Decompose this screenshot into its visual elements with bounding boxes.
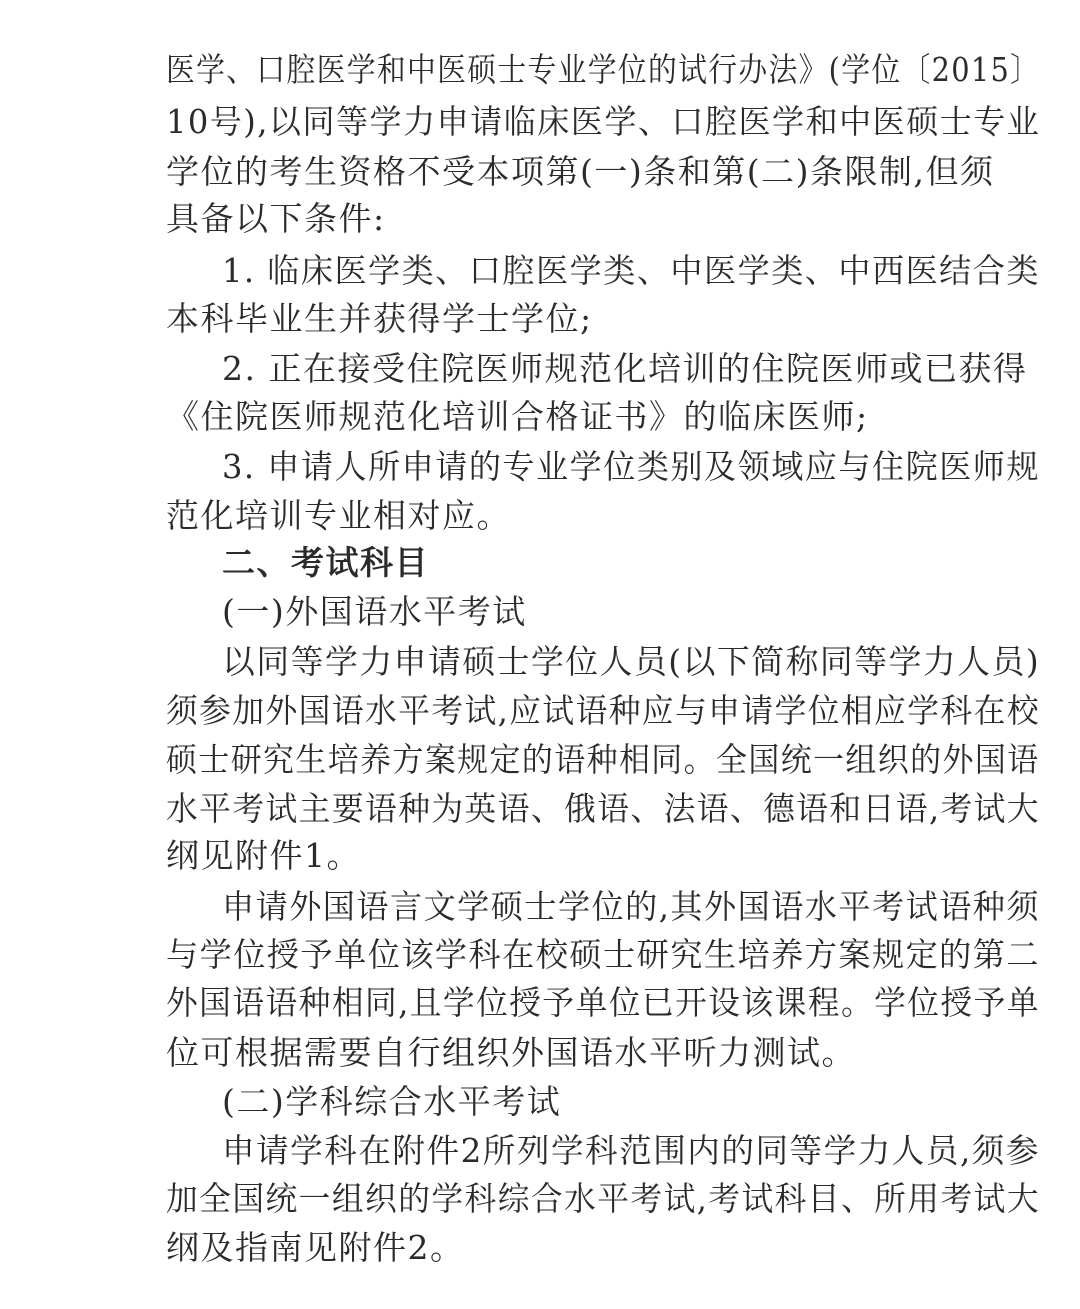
subsection-heading-subject-comprehensive: (二)学科综合水平考试 (222, 1082, 562, 1121)
list-item-2-line-2: 《住院医师规范化培训合格证书》的临床医师; (166, 397, 869, 436)
text-line-1: 医学、口腔医学和中医硕士专业学位的试行办法》(学位〔2015〕 (166, 50, 1041, 89)
list-item-1-line-1: 1. 临床医学类、口腔医学类、中医学类、中西医结合类 (222, 251, 1040, 290)
list-item-3-line-2: 范化培训专业相对应。 (166, 496, 511, 535)
paragraph-2-line-2: 与学位授予单位该学科在校硕士研究生培养方案规定的第二 (166, 935, 1041, 974)
paragraph-2-line-1: 申请外国语言文学硕士学位的,其外国语水平考试语种须 (222, 887, 1040, 926)
list-item-2-line-1: 2. 正在接受住院医师规范化培训的住院医师或已获得 (222, 349, 1028, 388)
paragraph-1-line-1: 以同等学力申请硕士学位人员(以下简称同等学力人员) (222, 642, 1041, 681)
paragraph-2-line-3: 外国语语种相同,且学位授予单位已开设该课程。学位授予单 (166, 983, 1041, 1022)
paragraph-1-line-2: 须参加外国语水平考试,应试语种应与申请学位相应学科在校 (166, 691, 1041, 730)
text-line-2: 10号),以同等学力申请临床医学、口腔医学和中医硕士专业 (166, 102, 1041, 141)
paragraph-1-line-3: 硕士研究生培养方案规定的语种相同。全国统一组织的外国语 (166, 740, 1040, 779)
paragraph-2-line-4: 位可根据需要自行组织外国语水平听力测试。 (166, 1033, 856, 1072)
text-line-3: 学位的考生资格不受本项第(一)条和第(二)条限制,但须 (166, 152, 995, 191)
paragraph-3-line-3: 纲及指南见附件2。 (166, 1228, 465, 1267)
section-heading-exam-subjects: 二、考试科目 (222, 543, 429, 582)
paragraph-3-line-2: 加全国统一组织的学科综合水平考试,考试科目、所用考试大 (166, 1179, 1041, 1218)
list-item-3-line-1: 3. 申请人所申请的专业学位类别及领域应与住院医师规 (222, 447, 1040, 486)
paragraph-1-line-5: 纲见附件1。 (166, 836, 361, 875)
text-line-4: 具备以下条件: (166, 199, 386, 238)
subsection-heading-foreign-language: (一)外国语水平考试 (222, 592, 527, 631)
paragraph-3-line-1: 申请学科在附件2所列学科范围内的同等学力人员,须参 (222, 1131, 1040, 1170)
list-item-1-line-2: 本科毕业生并获得学士学位; (166, 299, 593, 338)
paragraph-1-line-4: 水平考试主要语种为英语、俄语、法语、德语和日语,考试大 (166, 789, 1041, 828)
